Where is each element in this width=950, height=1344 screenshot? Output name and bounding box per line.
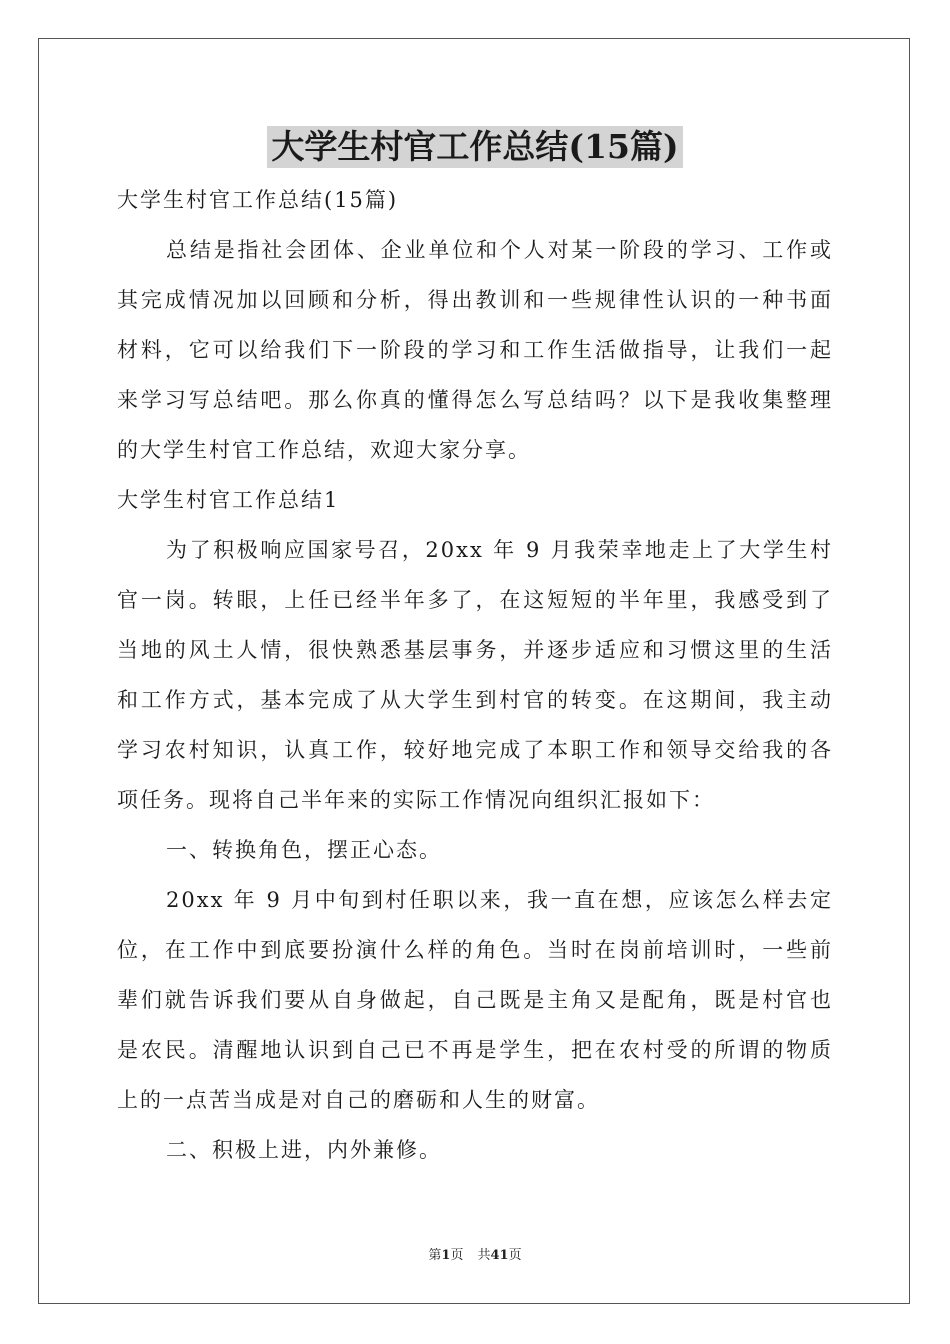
page-footer [0,1247,950,1265]
section-heading: 大学生村官工作总结1 [117,488,340,512]
paragraph-line: 官一岗。转眼，上任已经半年多了，在这短短的半年里，我感受到了 [117,588,833,612]
paragraph-line: 为了积极响应国家号召，20xx 年 9 月我荣幸地走上了大学生村 [166,538,833,562]
intro-line: 的大学生村官工作总结，欢迎大家分享。 [117,438,531,462]
paragraph-line: 上的一点苦当成是对自己的磨砺和人生的财富。 [117,1088,600,1112]
total-suffix: 页 [508,1248,522,1263]
paragraph-line: 辈们就告诉我们要从自身做起，自己既是主角又是配角，既是村官也 [117,988,833,1012]
subheading-one: 一、转换角色，摆正心态。 [166,838,442,862]
page-number: 1 [441,1248,451,1263]
intro-line: 总结是指社会团体、企业单位和个人对某一阶段的学习、工作或 [166,238,833,262]
title-container [0,126,950,168]
document-title: 大学生村官工作总结(15篇) [267,126,682,168]
paragraph-line: 位，在工作中到底要扮演什么样的角色。当时在岗前培训时，一些前 [117,938,833,962]
paragraph-line: 当地的风土人情，很快熟悉基层事务，并逐步适应和习惯这里的生活 [117,638,833,662]
paragraph-line: 学习农村知识，认真工作，较好地完成了本职工作和领导交给我的各 [117,738,833,762]
page-prefix: 第 [428,1248,442,1263]
total-prefix: 共 [477,1248,491,1263]
total-pages: 41 [490,1248,509,1263]
page-suffix: 页 [450,1248,464,1263]
intro-line: 材料，它可以给我们下一阶段的学习和工作生活做指导，让我们一起 [117,338,833,362]
paragraph-line: 是农民。清醒地认识到自己已不再是学生，把在农村受的所谓的物质 [117,1038,833,1062]
subheading-two: 二、积极上进，内外兼修。 [166,1138,442,1162]
intro-line: 其完成情况加以回顾和分析，得出教训和一些规律性认识的一种书面 [117,288,833,312]
document-body [117,175,833,1175]
paragraph-line: 20xx 年 9 月中旬到村任职以来，我一直在想，应该怎么样去定 [166,888,833,912]
paragraph-line: 和工作方式，基本完成了从大学生到村官的转变。在这期间，我主动 [117,688,833,712]
subtitle-line: 大学生村官工作总结(15篇) [117,188,399,212]
paragraph-line: 项任务。现将自己半年来的实际工作情况向组织汇报如下： [117,788,715,812]
intro-line: 来学习写总结吧。那么你真的懂得怎么写总结吗？以下是我收集整理 [117,388,833,412]
